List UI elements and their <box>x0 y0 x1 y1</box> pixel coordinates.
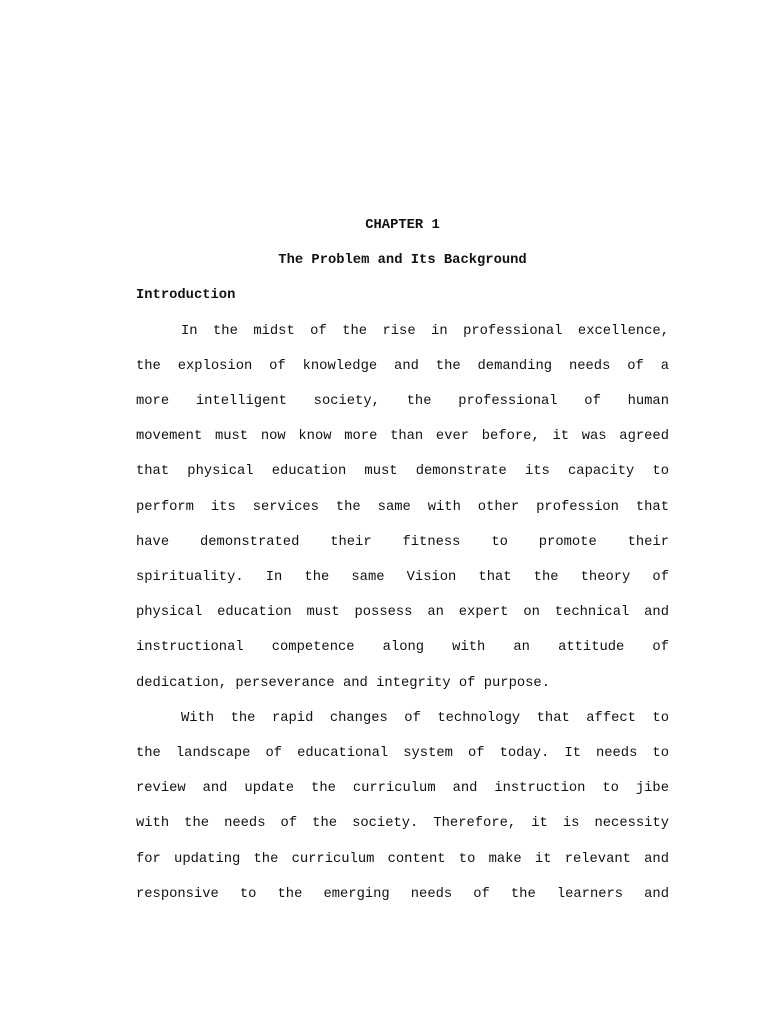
paragraph-1 <box>136 314 669 701</box>
paragraph-line: responsive to the emerging needs of the learners and <box>136 886 669 902</box>
chapter-title: The Problem and Its Background <box>278 253 527 269</box>
document-page <box>136 208 669 912</box>
section-heading: Introduction <box>136 288 236 304</box>
paragraph-line: the landscape of educational system of today. It needs to <box>136 746 669 762</box>
paragraph-line: In the midst of the rise in professional excellence, <box>181 323 669 339</box>
paragraph-line: perform its services the same with other profession that <box>136 499 669 515</box>
paragraph-2 <box>136 701 669 912</box>
paragraph-line: spirituality. In the same Vision that the theory of <box>136 570 669 586</box>
paragraph-line: for updating the curriculum content to make it relevant and <box>136 851 669 867</box>
paragraph-line: movement must now know more than ever before, it was agreed <box>136 429 669 445</box>
paragraph-line: physical education must possess an expert on technical and <box>136 605 669 621</box>
paragraph-line: instructional competence along with an attitude of <box>136 640 669 656</box>
paragraph-line: dedication, perseverance and integrity of purpose. <box>136 675 550 691</box>
paragraph-line: the explosion of knowledge and the demanding needs of a <box>136 358 669 374</box>
paragraph-line: that physical education must demonstrate its capacity to <box>136 464 669 480</box>
paragraph-line: With the rapid changes of technology that affect to <box>181 710 669 726</box>
paragraph-line: have demonstrated their fitness to promote their <box>136 534 669 550</box>
paragraph-line: review and update the curriculum and instruction to jibe <box>136 781 669 797</box>
paragraph-line: more intelligent society, the professional of human <box>136 394 669 410</box>
chapter-heading: CHAPTER 1 <box>365 218 440 233</box>
paragraph-line: with the needs of the society. Therefore, it is necessity <box>136 816 669 832</box>
